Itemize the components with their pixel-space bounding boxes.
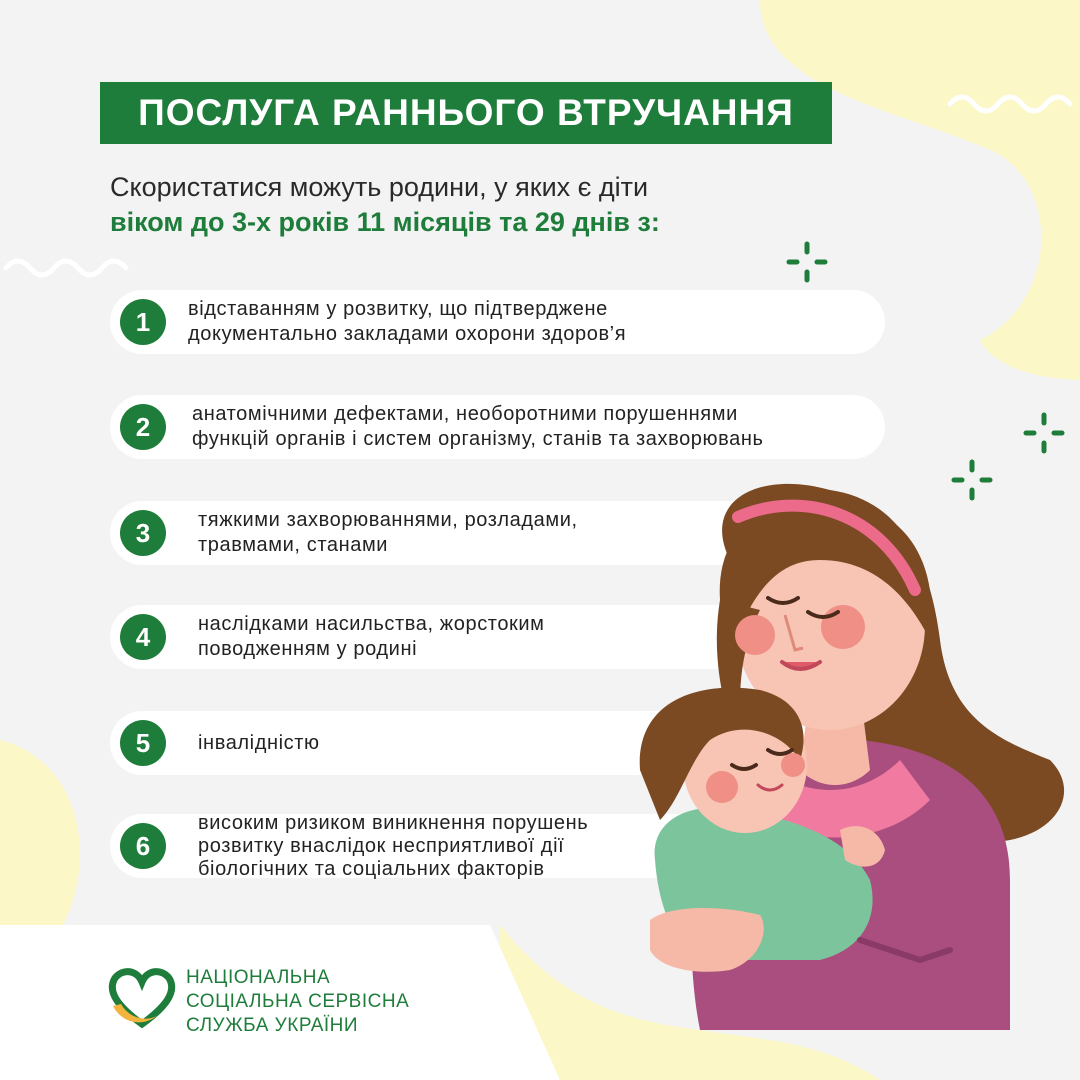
item-number: 5 (120, 720, 166, 766)
item-text: тяжкими захворюваннями, розладами, травмами, станами (198, 509, 578, 556)
item-number: 3 (120, 510, 166, 556)
item-text: анатомічними дефектами, необоротними порушеннями функцій органів і систем організму, станів та захворювань (192, 403, 764, 450)
item-text: наслідками насильства, жорстоким поводженням у родині (198, 613, 545, 660)
intro-text: Скористатися можуть родини, у яких є діти (110, 172, 649, 202)
intro-age-text: віком до 3-х років 11 місяців та 29 днів з: (110, 207, 660, 237)
item-number: 2 (120, 404, 166, 450)
item-text: відставанням у розвитку, що підтверджене документально закладами охорони здоров’я (188, 298, 627, 345)
item-number: 4 (120, 614, 166, 660)
item-text: інвалідністю (198, 731, 320, 754)
logo-text: НАЦІОНАЛЬНА СОЦІАЛЬНА СЕРВІСНА СЛУЖБА УКРАЇНИ (186, 967, 410, 1036)
page-title: ПОСЛУГА РАННЬОГО ВТРУЧАННЯ (138, 92, 794, 133)
item-text: високим ризиком виникнення порушень розвитку внаслідок несприятливої дії біологічних та соціальних факторів (198, 811, 589, 880)
item-number: 1 (120, 299, 166, 345)
item-number: 6 (120, 823, 166, 869)
heart-hands-logo-icon (107, 966, 177, 1030)
